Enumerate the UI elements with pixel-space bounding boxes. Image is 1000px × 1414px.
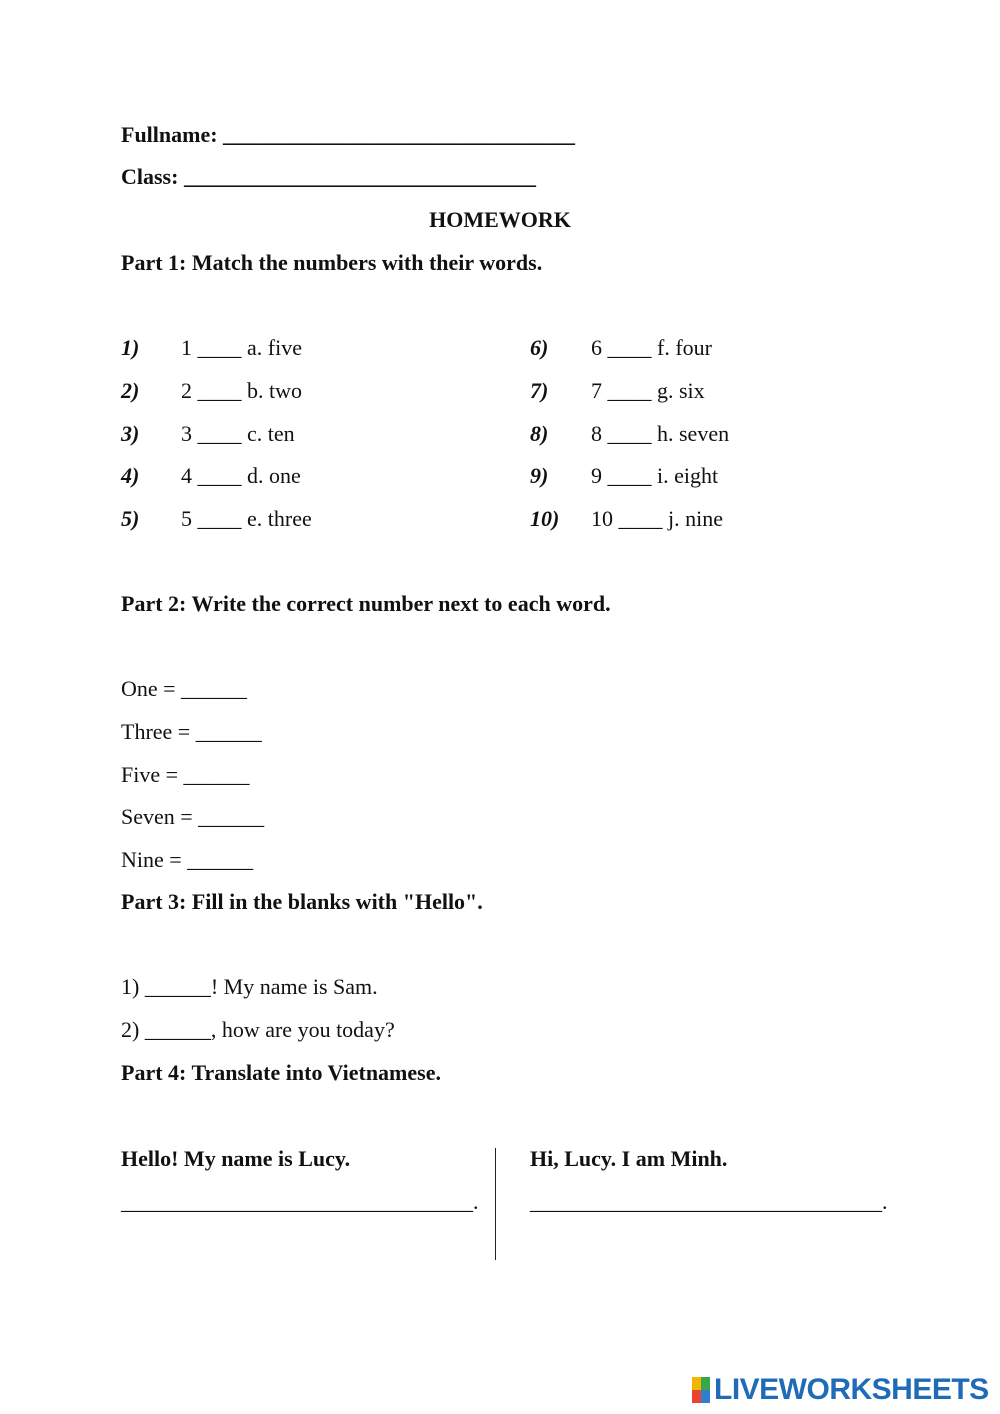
match-item[interactable]: 1 ____ a. five	[181, 335, 302, 360]
question-number: 3)	[121, 421, 140, 446]
question-number: 2)	[121, 378, 140, 403]
translate-answer-left[interactable]: ________________________________.	[121, 1189, 479, 1214]
question-number: 4)	[121, 463, 140, 488]
question-number: 7)	[530, 378, 549, 403]
match-item[interactable]: 2 ____ b. two	[181, 378, 302, 403]
number-blank-item[interactable]: Five = ______	[121, 762, 250, 787]
number-blank-item[interactable]: One = ______	[121, 676, 248, 701]
logo-text: LIVEWORKSHEETS	[714, 1373, 989, 1406]
page-title: HOMEWORK	[429, 207, 571, 232]
liveworksheets-logo	[692, 1374, 989, 1406]
question-number: 10)	[530, 506, 560, 531]
match-item[interactable]: 4 ____ d. one	[181, 463, 301, 488]
class-field[interactable]: Class: ________________________________	[121, 164, 536, 189]
number-blank-item[interactable]: Seven = ______	[121, 804, 265, 829]
number-blank-item[interactable]: Three = ______	[121, 719, 262, 744]
match-item[interactable]: 9 ____ i. eight	[591, 463, 719, 488]
fullname-field[interactable]: Fullname: ________________________________	[121, 122, 576, 147]
question-number: 5)	[121, 506, 140, 531]
question-number: 1)	[121, 335, 140, 360]
question-number: 6)	[530, 335, 549, 360]
column-divider	[495, 1148, 496, 1260]
fill-blank-item[interactable]: 2) ______, how are you today?	[121, 1017, 395, 1042]
match-item[interactable]: 6 ____ f. four	[591, 335, 712, 360]
number-blank-item[interactable]: Nine = ______	[121, 847, 254, 872]
part3-heading: Part 3: Fill in the blanks with "Hello".	[121, 889, 483, 914]
fill-blank-item[interactable]: 1) ______! My name is Sam.	[121, 974, 378, 999]
part2-heading: Part 2: Write the correct number next to each word.	[121, 591, 611, 616]
translate-answer-right[interactable]: ________________________________.	[530, 1189, 888, 1214]
match-item[interactable]: 8 ____ h. seven	[591, 421, 730, 446]
part4-heading: Part 4: Translate into Vietnamese.	[121, 1060, 441, 1085]
match-item[interactable]: 7 ____ g. six	[591, 378, 705, 403]
question-number: 8)	[530, 421, 549, 446]
part1-heading: Part 1: Match the numbers with their words.	[121, 250, 543, 275]
match-item[interactable]: 10 ____ j. nine	[591, 506, 723, 531]
match-item[interactable]: 3 ____ c. ten	[181, 421, 295, 446]
logo-icon	[692, 1377, 710, 1403]
translate-sentence-left: Hello! My name is Lucy.	[121, 1146, 351, 1171]
translate-sentence-right: Hi, Lucy. I am Minh.	[530, 1146, 728, 1171]
match-item[interactable]: 5 ____ e. three	[181, 506, 312, 531]
question-number: 9)	[530, 463, 549, 488]
